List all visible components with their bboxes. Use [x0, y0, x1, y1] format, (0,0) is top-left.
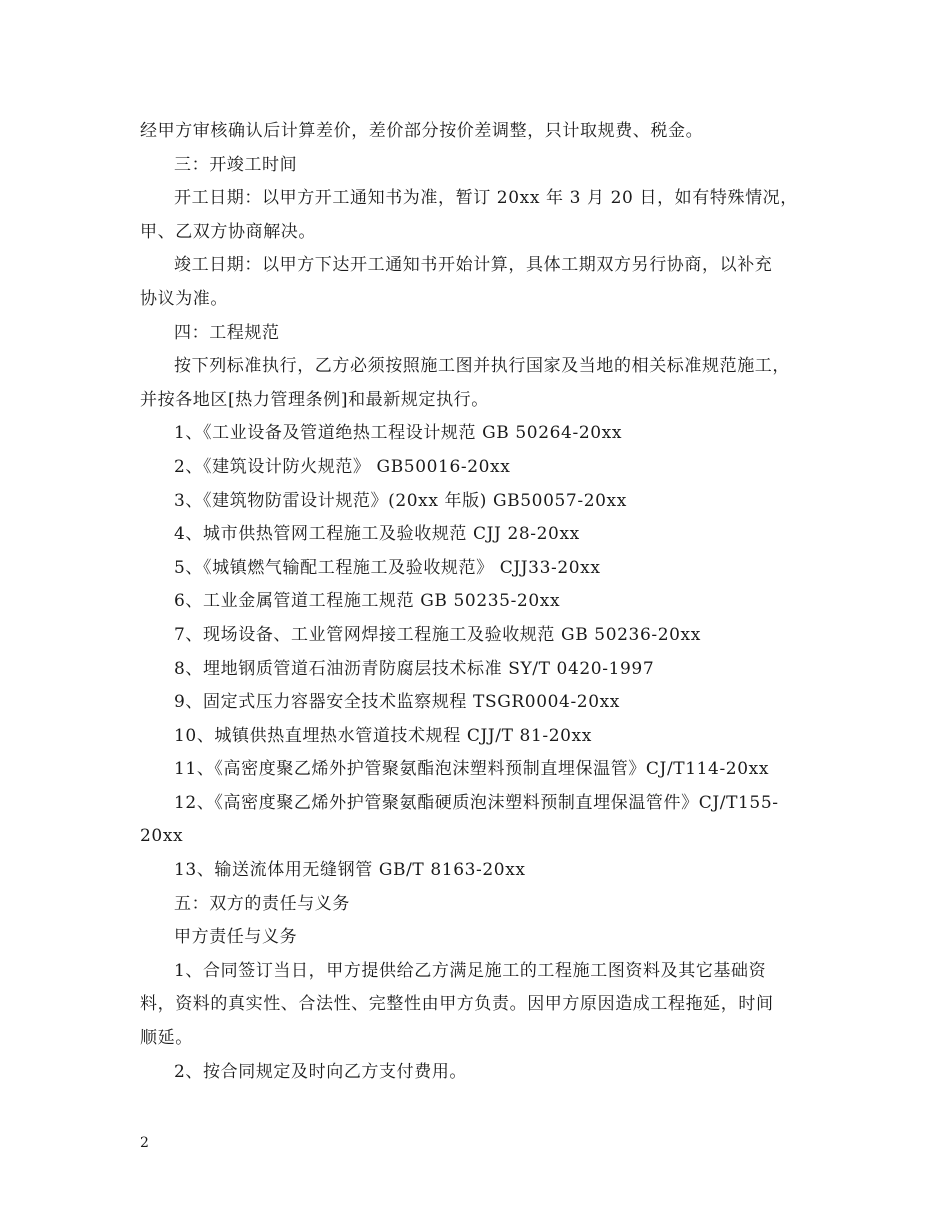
list-item: 12、《高密度聚乙烯外护管聚氨酯硬质泡沫塑料预制直埋保温管件》CJ/T155- — [174, 792, 779, 813]
section-heading: 四：工程规范 — [174, 322, 280, 343]
list-item: 11、《高密度聚乙烯外护管聚氨酯泡沫塑料预制直埋保温管》CJ/T114-20xx — [174, 759, 770, 780]
list-item: 1、《工业设备及管道绝热工程设计规范 GB 50264-20xx — [174, 423, 623, 444]
text-line: 甲、乙双方协商解决。 — [140, 221, 316, 242]
list-item: 8、埋地钢质管道石油沥青防腐层技术标准 SY/T 0420-1997 — [174, 658, 655, 679]
section-heading: 五：双方的责任与义务 — [174, 893, 350, 914]
text-line: 1、合同签订当日，甲方提供给乙方满足施工的工程施工图资料及其它基础资 — [174, 960, 767, 981]
list-item: 6、工业金属管道工程施工规范 GB 50235-20xx — [174, 591, 561, 612]
list-item: 4、城市供热管网工程施工及验收规范 CJJ 28-20xx — [174, 524, 580, 545]
document-body — [140, 115, 830, 1089]
text-line: 协议为准。 — [140, 288, 228, 309]
list-item: 3、《建筑物防雷设计规范》(20xx 年版) GB50057-20xx — [174, 490, 627, 511]
text-line: 并按各地区[热力管理条例]和最新规定执行。 — [140, 389, 489, 410]
text-line: 顺延。 — [140, 1028, 193, 1049]
section-heading: 三：开竣工时间 — [174, 154, 298, 175]
list-item-continuation: 20xx — [140, 826, 184, 847]
page-number: 2 — [140, 1135, 149, 1151]
text-line: 竣工日期：以甲方下达开工通知书开始计算，具体工期双方另行协商，以补充 — [174, 255, 773, 276]
text-line: 经甲方审核确认后计算差价，差价部分按价差调整，只计取规费、税金。 — [140, 121, 704, 141]
text-line: 料，资料的真实性、合法性、完整性由甲方负责。因甲方原因造成工程拖延，时间 — [140, 994, 774, 1015]
list-item: 2、《建筑设计防火规范》 GB50016-20xx — [174, 456, 511, 477]
list-item: 9、固定式压力容器安全技术监察规程 TSGR0004-20xx — [174, 692, 620, 713]
text-line: 按下列标准执行，乙方必须按照施工图并执行国家及当地的相关标准规范施工， — [174, 356, 790, 377]
list-item: 5、《城镇燃气输配工程施工及验收规范》 CJJ33-20xx — [174, 557, 601, 578]
list-item: 10、城镇供热直埋热水管道技术规程 CJJ/T 81-20xx — [174, 725, 592, 746]
list-item: 7、现场设备、工业管网焊接工程施工及验收规范 GB 50236-20xx — [174, 624, 701, 645]
list-item: 13、输送流体用无缝钢管 GB/T 8163-20xx — [174, 860, 526, 881]
subsection-heading: 甲方责任与义务 — [174, 927, 298, 948]
text-line: 2、按合同规定及时向乙方支付费用。 — [174, 1061, 468, 1082]
text-line: 开工日期：以甲方开工通知书为准，暂订 20xx 年 3 月 20 日，如有特殊情况， — [174, 188, 798, 209]
